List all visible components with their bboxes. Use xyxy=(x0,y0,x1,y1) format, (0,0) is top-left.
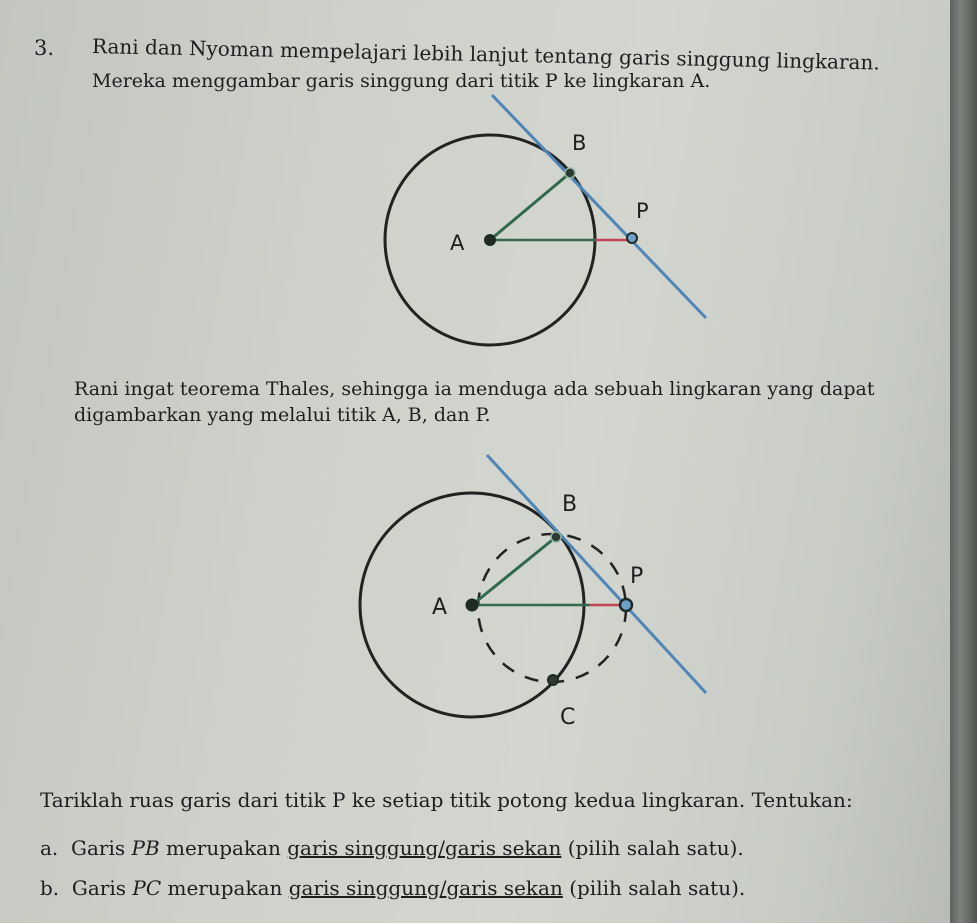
label-p-1: P xyxy=(636,199,649,223)
question-b-letter: b. xyxy=(40,876,60,900)
problem-line-2: Mereka menggambar garis singgung dari titik P ke lingkaran A. xyxy=(92,70,711,92)
point-b-2 xyxy=(551,532,561,542)
thales-line-2: digambarkan yang melalui titik A, B, dan P. xyxy=(74,404,491,426)
tangent-line-pb-2 xyxy=(487,455,706,693)
question-b-segment: PC xyxy=(132,876,162,900)
radius-ab-2 xyxy=(472,537,556,605)
question-a-choice[interactable]: garis singgung/garis sekan xyxy=(287,836,562,860)
point-p-2 xyxy=(620,599,632,611)
point-a-2 xyxy=(466,599,479,612)
question-b xyxy=(40,876,745,900)
thales-line-1: Rani ingat teorema Thales, sehingga ia menduga ada sebuah lingkaran yang dapat xyxy=(74,378,875,400)
question-a-segment: PB xyxy=(131,836,160,860)
question-b-middle: merupakan xyxy=(161,876,289,900)
question-b-suffix: (pilih salah satu). xyxy=(562,876,746,900)
label-a-2: A xyxy=(432,595,448,620)
question-a-letter: a. xyxy=(40,836,59,860)
thales-circle xyxy=(478,534,626,682)
question-b-prefix: Garis xyxy=(71,876,133,900)
label-b-1: B xyxy=(572,131,587,155)
question-a-suffix: (pilih salah satu). xyxy=(561,836,744,860)
point-c xyxy=(548,675,558,685)
question-a-middle: merupakan xyxy=(159,836,288,860)
label-p-2: P xyxy=(630,564,644,589)
question-b-choice[interactable]: garis singgung/garis sekan xyxy=(288,876,563,900)
problem-number: 3. xyxy=(34,36,55,60)
label-c: C xyxy=(560,705,576,730)
label-b-2: B xyxy=(562,492,578,517)
instruction-text: Tariklah ruas garis dari titik P ke setiap titik potong kedua lingkaran. Tentukan: xyxy=(40,788,853,812)
problem-line-1: Rani dan Nyoman mempelajari lebih lanjut tentang garis singgung lingkaran. xyxy=(91,34,880,75)
question-a xyxy=(40,836,744,860)
label-a-1: A xyxy=(450,231,465,255)
question-a-prefix: Garis xyxy=(71,836,132,860)
